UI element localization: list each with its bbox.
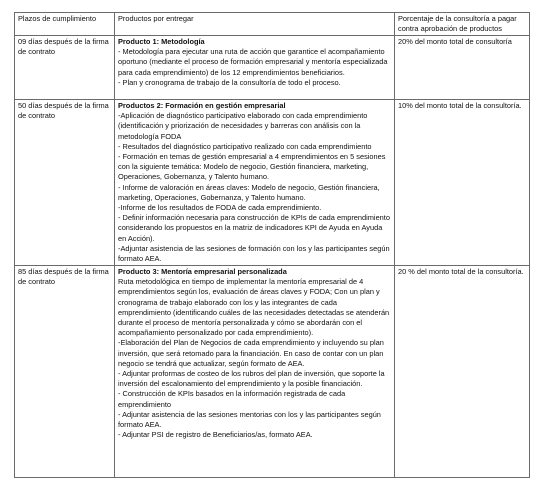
producto-cell [115, 266, 395, 478]
header-plazos: Plazos de cumplimiento [15, 13, 115, 36]
table-header-row [15, 13, 530, 36]
porcentaje-cell: 20 % del monto total de la consultoría. [395, 266, 530, 478]
table-row [15, 100, 530, 266]
producto-line: - Definir información necesaria para construcción de KPIs de cada emprendimiento considerando los propuestos en la matriz de indicadores KPI de Ayuda en Ayuda en Acción). [118, 213, 390, 243]
producto-title: Productos 2: Formación en gestión empresarial [118, 101, 286, 110]
producto-line: - Metodología para ejecutar una ruta de acción que garantice el acompañamiento oportuno (mediante el proceso de formación empresarial y mentoría especializada para cada emprendimiento) de los 12 emprendimientos beneficiarios. [118, 47, 388, 77]
producto-line: -Adjuntar asistencia de las sesiones de formación con los y las participantes según formato AEA. [118, 243, 390, 264]
porcentaje-cell: 20% del monto total de consultoría [395, 36, 530, 100]
producto-line: - Adjuntar proformas de costeo de los rubros del plan de inversión, que soporte la inversión del escalonamiento del emprendimiento y la posible financiación. [118, 369, 385, 389]
plazo-cell: 85 días después de la firma de contrato [15, 266, 115, 478]
producto-line: - Plan y cronograma de trabajo de la consultoría de todo el proceso. [118, 77, 341, 87]
producto-line: -Elaboración del Plan de Negocios de cada emprendimiento y incluyendo su plan inversión, que será retomado para la financiación. En caso de contar con un plan negocio se tendrá que actualizar, según formato de AEA. [118, 338, 384, 368]
producto-cell [115, 36, 395, 100]
plazo-cell: 50 días después de la firma de contrato [15, 100, 115, 266]
porcentaje-cell: 10% del monto total de la consultoría. [395, 100, 530, 266]
plazo-cell: 09 días después de la firma de contrato [15, 36, 115, 100]
header-porcentaje: Porcentaje de la consultoría a pagar contra aprobación de productos [395, 13, 530, 36]
producto-line: - Informe de valoración en áreas claves: Modelo de negocio, Gestión financiera, marketing, Operaciones, Gobernanza, y Talento humano. [118, 182, 380, 202]
producto-line: Ruta metodológica en tiempo de implementar la mentoría empresarial de 4 emprendimientos según los, evaluación de áreas claves y FODA; Con un plan y cronograma de trabajo elaborado con los y las integrantes de cada emprendimiento (identificando cuáles de las necesidades detectadas se atenderán durante el proceso de mentoría personalizada y cómo se abordarán con el acompañamiento personalizado por cada emprendimiento). [118, 277, 390, 338]
producto-cell [115, 100, 395, 266]
producto-line: -Informe de los resultados de FODA de cada emprendimiento. [118, 203, 322, 213]
producto-title: Producto 3: Mentoría empresarial personalizada [118, 267, 287, 276]
producto-line: - Adjuntar asistencia de las sesiones mentorias con los y las participantes según formato AEA. [118, 409, 381, 430]
producto-line: -Aplicación de diagnóstico participativo elaborado con cada emprendimiento (identificación y priorización de necesidades y barreras con análisis con la metodología FODA [118, 111, 368, 141]
table-row [15, 266, 530, 478]
payment-schedule-table [14, 12, 530, 478]
table-row [15, 36, 530, 100]
producto-line: - Formación en temas de gestión empresarial a 4 emprendimientos en 5 sesiones con la siguiente temática: Modelo de negocio, Gestión financiera, marketing, Operaciones, Gobernanza, y Talento humano. [118, 152, 386, 182]
producto-line: - Adjuntar PSI de registro de Beneficiarios/as, formato AEA. [118, 430, 313, 440]
header-productos: Productos por entregar [115, 13, 395, 36]
producto-title: Producto 1: Metodología [118, 37, 205, 46]
producto-line: - Construcción de KPIs basados en la información registrada de cada emprendimiento [118, 389, 346, 409]
producto-line: - Resultados del diagnóstico participativo realizado con cada emprendimiento [118, 141, 372, 151]
